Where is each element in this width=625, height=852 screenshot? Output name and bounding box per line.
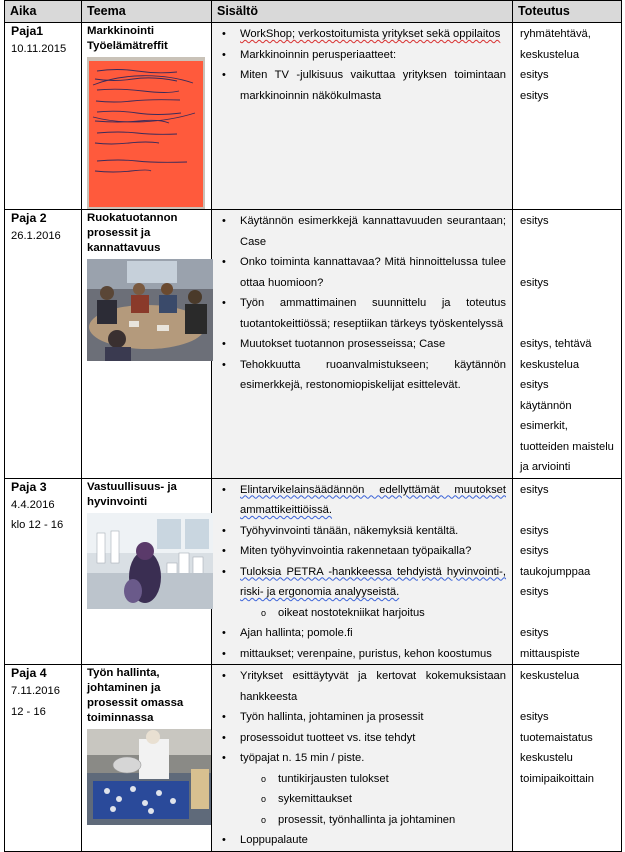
list-item bbox=[216, 644, 506, 665]
list-item bbox=[216, 334, 506, 355]
list-item bbox=[216, 707, 506, 728]
session-date: 12 - 16 bbox=[11, 705, 46, 718]
toteutus-line: tuotteiden maistelu bbox=[520, 440, 614, 453]
aika-cell bbox=[5, 23, 82, 210]
toteutus-line bbox=[520, 293, 617, 314]
session-date: 10.11.2015 bbox=[11, 43, 67, 55]
list-item-text: oikeat nostotekniikat harjoitus bbox=[278, 606, 425, 619]
toteutus-line: keskustelu bbox=[520, 752, 573, 764]
header-teema: Teema bbox=[82, 1, 212, 23]
toteutus-line: taukojumppaa bbox=[520, 565, 591, 578]
list-item-text: Markkinoinnin perusperiaatteet: bbox=[240, 48, 397, 61]
list-item bbox=[216, 562, 506, 603]
toteutus-line: keskustelua bbox=[520, 670, 580, 682]
content-list bbox=[216, 24, 506, 106]
list-item bbox=[216, 211, 506, 252]
list-item bbox=[216, 521, 506, 542]
aika-cell bbox=[5, 478, 82, 665]
toteutus-line bbox=[520, 687, 617, 708]
list-item bbox=[216, 623, 506, 644]
theme-line: hyvinvointi bbox=[87, 495, 148, 508]
toteutus-line: käytännön bbox=[520, 399, 572, 412]
list-item bbox=[216, 65, 506, 106]
sub-list-item bbox=[216, 810, 506, 831]
list-item-text: WorkShop; verkostoitumista yritykset sekä oppilaitos bbox=[240, 28, 501, 40]
list-item-text: Työn hallinta, johtaminen ja prosessit bbox=[240, 711, 424, 723]
sisalto-cell bbox=[212, 23, 513, 210]
list-item-text: Elintarvikelainsäädännön edellyttämät muutokset ammattikeittiöissä. bbox=[240, 483, 506, 516]
theme-line: johtaminen ja bbox=[87, 682, 161, 694]
list-item bbox=[216, 830, 506, 851]
aika-cell bbox=[5, 665, 82, 852]
theme-title bbox=[87, 480, 206, 510]
header-toteutus: Toteutus bbox=[513, 1, 622, 23]
list-item bbox=[216, 541, 506, 562]
paja-label: Paja 3 bbox=[11, 479, 47, 494]
table-row bbox=[5, 478, 622, 665]
toteutus-line: ja arviointi bbox=[520, 461, 571, 473]
header-row bbox=[5, 1, 622, 23]
theme-line: Vastuullisuus- ja bbox=[87, 480, 177, 493]
toteutus-line: esitys bbox=[520, 276, 549, 289]
list-item-text: prosessoidut tuotteet vs. itse tehdyt bbox=[240, 731, 416, 744]
theme-line: Markkinointi bbox=[87, 25, 155, 37]
document-page bbox=[4, 0, 621, 852]
toteutus-line bbox=[520, 500, 617, 521]
content-list bbox=[216, 211, 506, 396]
list-item bbox=[216, 24, 506, 45]
toteutus-line: toimipaikoittain bbox=[520, 772, 594, 785]
list-item bbox=[216, 748, 506, 769]
session-date: 4.4.2016 bbox=[11, 498, 55, 511]
theme-line: kannattavuus bbox=[87, 242, 161, 254]
theme-line: Ruokatuotannon bbox=[87, 212, 178, 224]
sisalto-cell bbox=[212, 478, 513, 665]
list-item-text: prosessit, työnhallinta ja johtaminen bbox=[278, 813, 456, 826]
theme-line: prosessit omassa bbox=[87, 697, 184, 709]
theme-line: prosessit ja bbox=[87, 227, 151, 239]
list-item bbox=[216, 728, 506, 749]
toteutus-line bbox=[520, 232, 617, 253]
list-item bbox=[216, 666, 506, 707]
list-item-text: Miten työhyvinvointia rakennetaan työpaikalla? bbox=[240, 545, 472, 557]
sub-list-item bbox=[216, 789, 506, 810]
session-date: 7.11.2016 bbox=[11, 685, 60, 697]
toteutus-line: esitys bbox=[520, 524, 549, 537]
toteutus-line: esitys bbox=[520, 89, 549, 102]
theme-line: Työelämätreffit bbox=[87, 40, 168, 52]
list-item bbox=[216, 252, 506, 293]
sisalto-cell bbox=[212, 665, 513, 852]
toteutus-line: ryhmätehtävä, bbox=[520, 28, 591, 40]
list-item-text: Ajan hallinta; pomole.fi bbox=[240, 627, 353, 639]
toteutus-line bbox=[520, 252, 617, 273]
kitchen-work-photo bbox=[87, 729, 211, 825]
aika-cell bbox=[5, 210, 82, 479]
toteutus-line: esitys bbox=[520, 379, 549, 391]
paja-label: Paja1 bbox=[11, 24, 44, 38]
teema-cell bbox=[82, 665, 212, 852]
toteutus-line bbox=[520, 603, 617, 624]
toteutus-cell bbox=[513, 478, 622, 665]
toteutus-cell bbox=[513, 23, 622, 210]
theme-title bbox=[87, 666, 206, 726]
list-item-text: Tehokkuutta ruoanvalmistukseen; käytännön esimerkkejä, restonomiopiskelijat esittelevät. bbox=[240, 358, 506, 391]
list-item-text: työpajat n. 15 min / piste. bbox=[240, 752, 365, 764]
list-item bbox=[216, 45, 506, 66]
list-item-text: Muutokset tuotannon prosesseissa; Case bbox=[240, 338, 446, 350]
table-row bbox=[5, 23, 622, 210]
teema-cell bbox=[82, 23, 212, 210]
sisalto-cell bbox=[212, 210, 513, 479]
toteutus-line bbox=[520, 314, 617, 335]
paja-label: Paja 2 bbox=[11, 211, 47, 225]
theme-title bbox=[87, 211, 206, 256]
header-sisalto: Sisältö bbox=[212, 1, 513, 23]
toteutus-line: esimerkit, bbox=[520, 420, 568, 432]
table-row bbox=[5, 665, 622, 852]
list-item-text: Onko toiminta kannattavaa? Mitä hinnoittelussa tulee ottaa huomioon? bbox=[240, 256, 506, 289]
session-date: klo 12 - 16 bbox=[11, 519, 64, 531]
list-item-text: Työn ammattimainen suunnittelu ja toteutus tuotantokeittiössä; reseptiikan tärkeys työskentelyssä bbox=[240, 297, 506, 330]
meeting-table-photo bbox=[87, 259, 213, 361]
list-item-text: Tuloksia PETRA -hankkeessa tehdyistä hyvinvointi-, riski- ja ergonomia analyyseistä. bbox=[240, 565, 506, 598]
toteutus-line: esitys bbox=[520, 215, 549, 227]
list-item-text: tuntikirjausten tulokset bbox=[278, 772, 389, 785]
toteutus-line: esitys, tehtävä bbox=[520, 338, 592, 350]
sub-list-item bbox=[216, 603, 506, 624]
toteutus-line: esitys bbox=[520, 711, 549, 723]
session-date: 26.1.2016 bbox=[11, 230, 61, 242]
toteutus-line: keskustelua bbox=[520, 48, 580, 61]
toteutus-line: esitys bbox=[520, 627, 549, 639]
toteutus-line: keskustelua bbox=[520, 358, 580, 371]
list-item-text: sykemittaukset bbox=[278, 793, 352, 805]
toteutus-line: esitys bbox=[520, 483, 549, 496]
toteutus-cell bbox=[513, 210, 622, 479]
teema-cell bbox=[82, 210, 212, 479]
toteutus-line: mittauspiste bbox=[520, 647, 580, 660]
list-item-text: Käytännön esimerkkejä kannattavuuden seurantaan; Case bbox=[240, 215, 506, 248]
toteutus-line: tuotemaistatus bbox=[520, 731, 593, 744]
theme-line: toiminnassa bbox=[87, 712, 154, 724]
toteutus-line: esitys bbox=[520, 586, 549, 598]
table-row bbox=[5, 210, 622, 479]
list-item bbox=[216, 293, 506, 334]
list-item-text: Työhyvinvointi tänään, näkemyksiä kentältä. bbox=[240, 524, 459, 537]
dining-room-photo bbox=[87, 513, 213, 609]
list-item-text: mittaukset; verenpaine, puristus, kehon koostumus bbox=[240, 647, 492, 660]
theme-title bbox=[87, 24, 206, 54]
sub-list-item bbox=[216, 769, 506, 790]
toteutus-cell bbox=[513, 665, 622, 852]
teema-cell bbox=[82, 478, 212, 665]
list-item-text: Miten TV -julkisuus vaikuttaa yrityksen toimintaan markkinoinnin näkökulmasta bbox=[240, 69, 506, 102]
list-item-text: Yritykset esittäytyvät ja kertovat kokemuksistaan hankkeesta bbox=[240, 670, 506, 703]
toteutus-line: esitys bbox=[520, 545, 549, 557]
content-list bbox=[216, 480, 506, 665]
theme-line: Työn hallinta, bbox=[87, 667, 160, 679]
workshop-schedule-table bbox=[4, 0, 622, 852]
content-list bbox=[216, 666, 506, 851]
list-item-text: Loppupalaute bbox=[240, 834, 308, 846]
paja-label: Paja 4 bbox=[11, 666, 47, 680]
list-item bbox=[216, 355, 506, 396]
list-item bbox=[216, 480, 506, 521]
toteutus-line: esitys bbox=[520, 69, 549, 81]
note-sheet-photo bbox=[87, 57, 205, 209]
header-aika: Aika bbox=[5, 1, 82, 23]
